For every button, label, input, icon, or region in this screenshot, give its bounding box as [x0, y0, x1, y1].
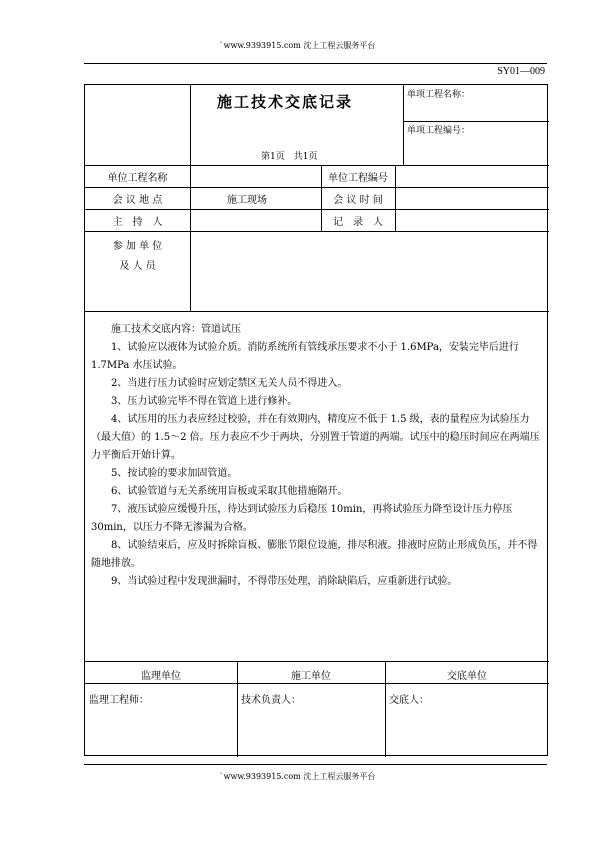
project-name-label: 单项工程名称： — [407, 90, 471, 100]
divider — [85, 209, 549, 210]
content-item: 2、当进行压力试验时应划定禁区无关人员不得进入。 — [111, 378, 348, 389]
handover-content — [91, 321, 543, 591]
content-heading: 施工技术交底内容：管道试压 — [111, 324, 241, 335]
supervisor-engineer-label: 监理工程师： — [89, 695, 149, 706]
content-item: 8、试验结束后，应及时拆除盲板、膨胀节限位设施，排尽积液。排液时应防止形成负压，并不得随地排放。 — [91, 540, 538, 569]
content-item: 5、按试验的要求加固管道。 — [111, 468, 238, 479]
host-label: 主 持 人 — [112, 217, 163, 228]
handover-unit-label: 交底单位 — [447, 671, 487, 682]
divider — [85, 683, 549, 684]
divider — [85, 165, 549, 166]
supervisor-unit-label: 监理单位 — [141, 671, 181, 682]
meeting-place-value: 施工现场 — [227, 195, 267, 206]
participants-label-2: 及 人 员 — [119, 261, 156, 272]
divider — [85, 311, 549, 312]
meeting-time-label: 会 议 时 间 — [333, 195, 383, 206]
footer-rule — [84, 764, 547, 765]
divider — [395, 165, 396, 231]
divider — [85, 661, 549, 662]
project-no-label: 单项工程编号： — [407, 126, 471, 136]
content-item: 1、试验应以液体为试验介质。消防系统所有管线承压要求不小于 1.6MPa，安装完毕后进行 1.7MPa 水压试验。 — [91, 342, 519, 371]
construction-unit-label: 施工单位 — [291, 671, 331, 682]
meeting-place-label: 会 议 地 点 — [112, 195, 163, 206]
handover-person-label: 交底人： — [389, 695, 429, 706]
content-item: 6、试验管道与无关系统用盲板或采取其他措施隔开。 — [111, 486, 348, 497]
page-footer-text: `www.9393915.com 沈上工程云服务平台 — [219, 772, 376, 781]
divider — [403, 121, 549, 122]
participants-label-1: 参 加 单 位 — [112, 241, 163, 252]
content-item: 4、试压用的压力表应经过校验，并在有效期内，精度应不低于 1.5 级，表的量程应为试验压力（最大值）的 1.5～2 倍。压力表应不少于两块，分别置于管道的两端。试压中的稳压时间应在两端压力平衡后开始计算。 — [91, 414, 540, 461]
page-header-text: `www.9393915.com 沈上工程云服务平台 — [219, 41, 376, 50]
divider — [85, 187, 549, 188]
handover-record-form — [84, 84, 548, 756]
unit-project-no-label: 单位工程编号 — [328, 173, 388, 184]
header-rule — [84, 63, 547, 64]
content-item: 7、液压试验应缓慢升压，待达到试验压力后稳压 10min，再将试验压力降至设计压力停压 30min，以压力不降无渗漏为合格。 — [91, 504, 513, 533]
divider — [190, 85, 191, 165]
content-item: 9、当试验过程中发现泄漏时，不得带压处理，消除缺陷后，应重新进行试验。 — [111, 576, 458, 587]
doc-code: SY01—009 — [497, 66, 545, 77]
tech-lead-label: 技术负责人： — [241, 695, 301, 706]
form-title: 施工技术交底记录 — [217, 93, 354, 111]
content-item: 3、压力试验完毕不得在管道上进行修补。 — [111, 396, 298, 407]
divider — [85, 231, 549, 232]
divider — [403, 85, 404, 165]
page-info: 第1页 共1页 — [261, 152, 318, 162]
unit-project-name-label: 单位工程名称 — [107, 173, 168, 184]
recorder-label: 记 录 人 — [333, 217, 383, 228]
